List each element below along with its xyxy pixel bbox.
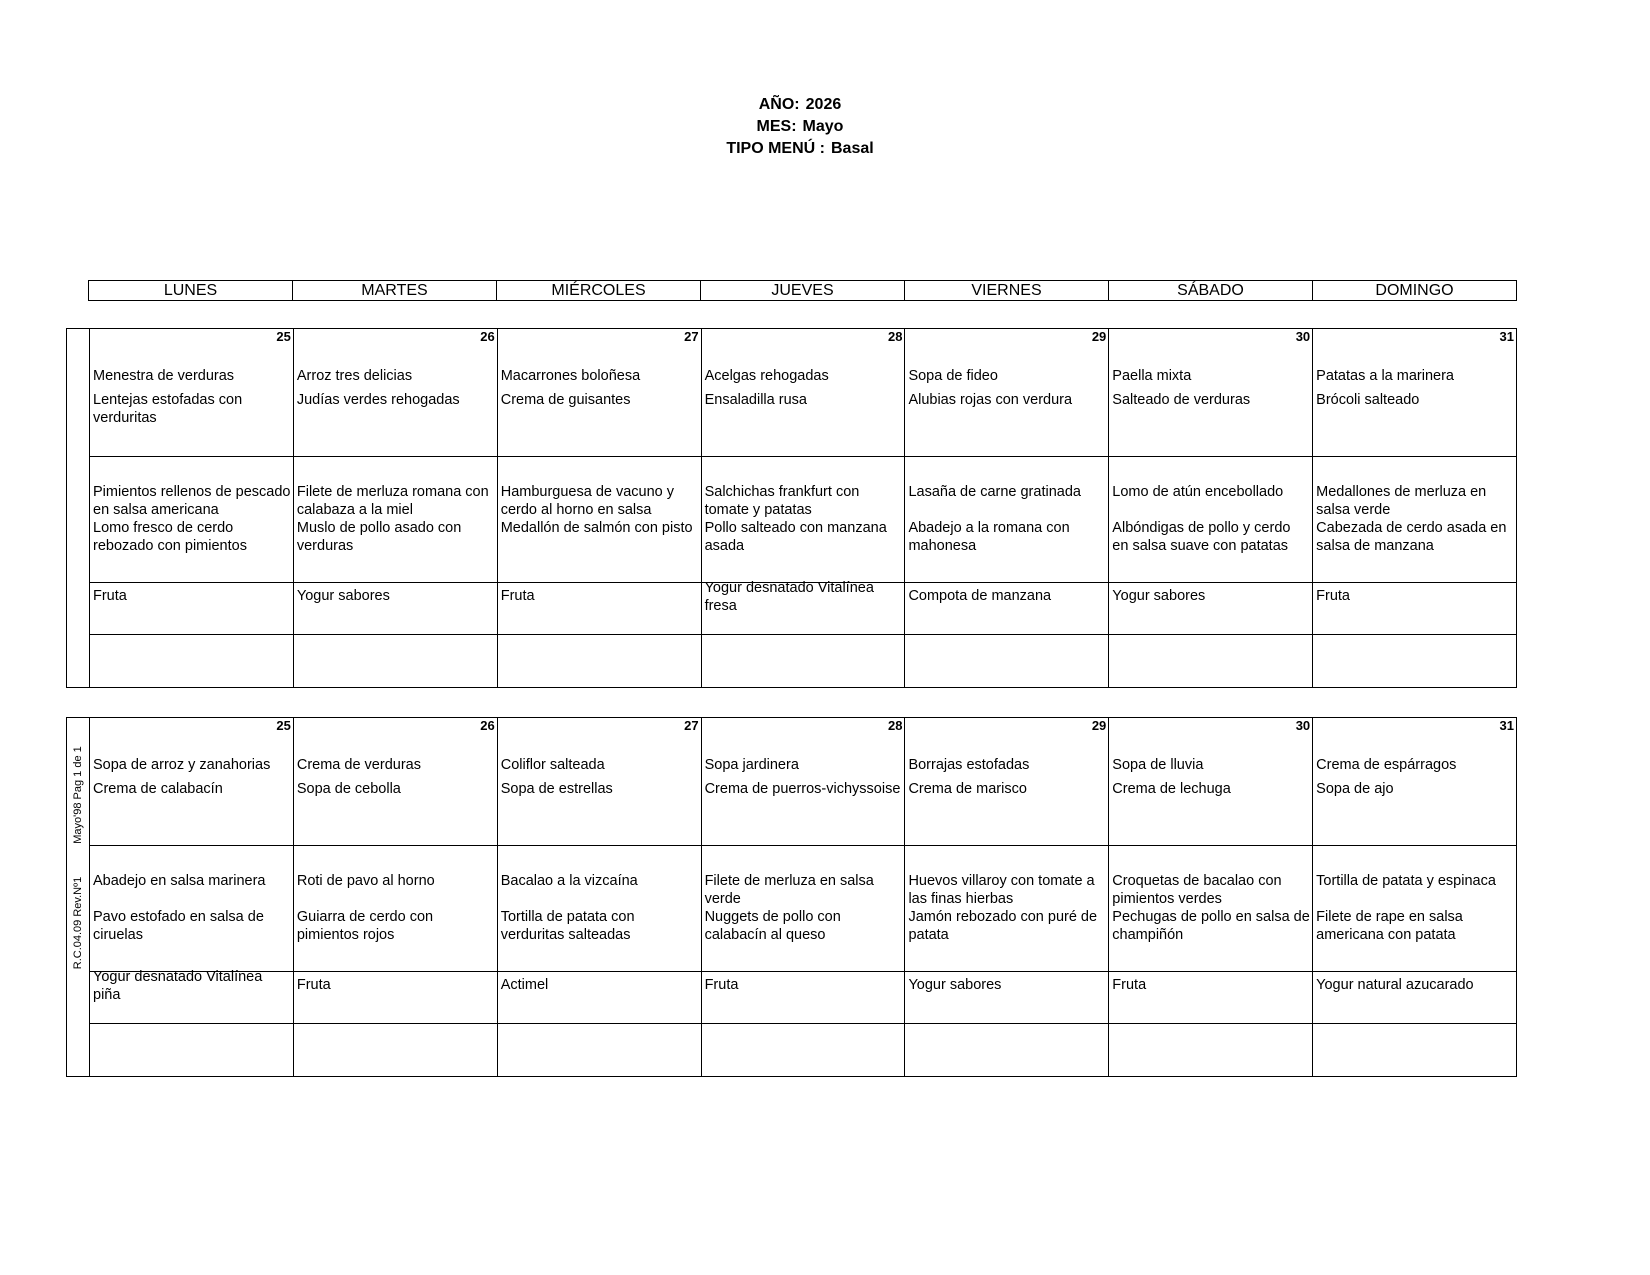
weekday-tuesday: MARTES [292,281,496,300]
first-course-option-2: Crema de guisantes [500,392,631,408]
day-column [1312,329,1516,687]
first-course-option-2: Brócoli salteado [1316,392,1420,408]
dessert-cell [90,583,293,635]
menu-type-value: Basal [830,140,874,157]
year-line [0,94,1600,116]
main-course-option-2: Pollo salteado con manzana asada [704,520,887,554]
year-value: 2026 [805,96,842,113]
first-course-option-1: Paella mixta [1112,368,1192,384]
month-value: Mayo [802,118,844,135]
first-course-option-1: Sopa de lluvia [1112,757,1204,773]
main-course-option-1: Salchichas frankfurt con tomate y patatas [704,484,860,518]
first-course-option-1: Coliflor salteada [500,757,605,773]
first-course-option-1: Sopa jardinera [704,757,799,773]
dessert-cell [905,583,1108,635]
first-course-cell [1313,718,1516,846]
dessert-cell [498,972,701,1024]
main-course-option-2: Albóndigas de pollo y cerdo en salsa suave con patatas [1112,520,1291,554]
extra-cell [294,1024,497,1076]
revision-note: R.C.04.09 Rev.Nº1 [72,876,84,970]
main-course-option-2: Abadejo a la romana con mahonesa [908,520,1070,554]
weekday-wednesday: MIÉRCOLES [496,281,700,300]
day-number: 30 [1295,329,1311,344]
side-margin [67,718,90,1076]
first-course-cell [90,718,293,846]
first-course-option-2: Crema de puerros-vichyssoise [704,781,901,797]
dessert: Compota de manzana [908,588,1052,604]
main-course-option-1: Tortilla de patata y espinaca [1316,873,1496,889]
dessert-cell [1109,972,1312,1024]
extra-cell [905,1024,1108,1076]
day-number: 27 [684,718,699,733]
extra-cell [905,635,1108,687]
main-course-cell [1313,457,1516,583]
extra-cell [498,635,701,687]
week-block-2 [66,717,1517,1077]
month-line [0,116,1600,138]
first-course-option-2: Salteado de verduras [1112,392,1251,408]
main-course-cell [905,457,1108,583]
weekday-header-row [88,280,1517,301]
day-column [904,329,1108,687]
first-course-cell [498,329,701,457]
dessert-cell [702,580,905,635]
first-course-cell [905,718,1108,846]
main-course-option-2: Tortilla de patata con verduritas salteadas [500,909,635,943]
first-course-option-2: Crema de marisco [908,781,1027,797]
main-course-option-1: Lomo de atún encebollado [1112,484,1284,500]
extra-cell [1109,1024,1312,1076]
year-label: AÑO: [758,96,800,113]
day-number: 26 [480,718,495,733]
main-course-option-1: Filete de merluza en salsa verde [704,873,874,907]
first-course-cell [1109,329,1312,457]
dessert: Yogur sabores [1112,588,1206,604]
first-course-option-1: Crema de verduras [296,757,421,773]
day-column [904,718,1108,1076]
extra-cell [1109,635,1312,687]
extra-cell [1313,1024,1516,1076]
first-course-option-2: Sopa de ajo [1316,781,1394,797]
main-course-option-1: Roti de pavo al horno [296,873,435,889]
first-course-option-2: Judías verdes rehogadas [296,392,460,408]
first-course-cell [498,718,701,846]
main-course-option-1: Abadejo en salsa marinera [93,873,266,889]
dessert-cell [702,972,905,1024]
first-course-cell [294,718,497,846]
first-course-option-1: Sopa de fideo [908,368,998,384]
dessert: Fruta [704,977,739,993]
first-course-option-2: Ensaladilla rusa [704,392,807,408]
first-course-option-1: Sopa de arroz y zanahorias [93,757,271,773]
dessert: Fruta [296,977,331,993]
main-course-option-1: Medallones de merluza en salsa verde [1316,484,1487,518]
week-block-1 [66,328,1517,688]
first-course-cell [1109,718,1312,846]
main-course-cell [294,457,497,583]
dessert: Fruta [93,588,127,604]
dessert: Yogur desnatado Vitalínea piña [93,969,263,1003]
main-course-cell [702,846,905,972]
main-course-option-2: Medallón de salmón con pisto [500,520,693,536]
main-course-option-2: Guiarra de cerdo con pimientos rojos [296,909,434,943]
day-column [293,718,497,1076]
first-course-option-2: Crema de lechuga [1112,781,1231,797]
main-course-option-1: Hamburguesa de vacuno y cerdo al horno en salsa [500,484,675,518]
day-column [90,718,293,1076]
day-column [293,329,497,687]
main-course-cell [1109,457,1312,583]
main-course-cell [498,846,701,972]
weekday-friday: VIERNES [904,281,1108,300]
main-course-option-1: Bacalao a la vizcaína [500,873,638,889]
extra-cell [1313,635,1516,687]
day-number: 30 [1295,718,1311,733]
menu-type-line [0,138,1600,160]
first-course-option-2: Sopa de estrellas [500,781,613,797]
first-course-cell [294,329,497,457]
day-number: 25 [276,329,291,344]
main-course-option-1: Croquetas de bacalao con pimientos verdes [1112,873,1282,907]
main-course-cell [90,457,293,583]
main-course-cell [294,846,497,972]
day-number: 25 [276,718,291,733]
main-course-option-2: Pechugas de pollo en salsa de champiñón [1112,909,1310,943]
dessert: Yogur sabores [296,588,390,604]
main-course-option-2: Nuggets de pollo con calabacín al queso [704,909,841,943]
first-course-cell [905,329,1108,457]
dessert-cell [1313,583,1516,635]
main-course-option-2: Cabezada de cerdo asada en salsa de manzana [1316,520,1507,554]
menu-type-label: TIPO MENÚ : [726,140,825,157]
extra-cell [702,1024,905,1076]
day-column [701,718,905,1076]
main-course-option-2: Pavo estofado en salsa de ciruelas [93,909,264,943]
main-course-cell [1313,846,1516,972]
dessert-cell [294,972,497,1024]
dessert: Fruta [1112,977,1147,993]
first-course-option-1: Crema de espárragos [1316,757,1457,773]
day-column [90,329,293,687]
side-margin [67,329,90,687]
main-course-cell [905,846,1108,972]
day-column [1108,718,1312,1076]
week-columns [90,329,1516,687]
day-number: 27 [684,329,699,344]
first-course-cell [702,329,905,457]
dessert: Yogur desnatado Vitalínea fresa [704,580,874,614]
day-column [1312,718,1516,1076]
first-course-option-1: Macarrones boloñesa [500,368,641,384]
main-course-cell [90,846,293,972]
main-course-option-2: Jamón rebozado con puré de patata [908,909,1098,943]
day-number: 31 [1499,329,1515,344]
first-course-cell [702,718,905,846]
first-course-option-1: Acelgas rehogadas [704,368,829,384]
weekday-thursday: JUEVES [700,281,904,300]
first-course-option-1: Borrajas estofadas [908,757,1030,773]
weekday-sunday: DOMINGO [1312,281,1516,300]
day-column [497,329,701,687]
menu-header [0,94,1600,160]
first-course-cell [1313,329,1516,457]
main-course-cell [702,457,905,583]
main-course-option-2: Lomo fresco de cerdo rebozado con pimientos [93,520,247,554]
main-course-option-1: Pimientos rellenos de pescado en salsa americana [93,484,291,518]
first-course-cell [90,329,293,457]
dessert: Actimel [500,977,549,993]
extra-cell [702,635,905,687]
page-note: Mayo'98 Pag 1 de 1 [72,746,84,844]
main-course-option-1: Lasaña de carne gratinada [908,484,1081,500]
extra-cell [294,635,497,687]
dessert-cell [905,972,1108,1024]
day-column [1108,329,1312,687]
dessert-cell [294,583,497,635]
first-course-option-1: Menestra de verduras [93,368,235,384]
main-course-cell [1109,846,1312,972]
main-course-option-2: Muslo de pollo asado con verduras [296,520,462,554]
extra-cell [90,1024,293,1076]
main-course-cell [498,457,701,583]
day-number: 28 [887,718,903,733]
weekday-saturday: SÁBADO [1108,281,1312,300]
main-course-option-1: Huevos villaroy con tomate a las finas hierbas [908,873,1095,907]
weekday-monday: LUNES [163,282,218,299]
dessert-cell [498,583,701,635]
first-course-option-1: Patatas a la marinera [1316,368,1454,384]
month-label: MES: [756,118,797,135]
day-number: 29 [1091,329,1107,344]
first-course-option-2: Sopa de cebolla [296,781,401,797]
day-number: 26 [480,329,495,344]
dessert-cell [1313,972,1516,1024]
extra-cell [90,635,293,687]
day-number: 29 [1091,718,1107,733]
dessert: Yogur sabores [908,977,1002,993]
dessert: Fruta [1316,588,1350,604]
dessert-cell [1109,583,1312,635]
day-column [497,718,701,1076]
day-column [701,329,905,687]
first-course-option-2: Lentejas estofadas con verduritas [93,392,243,426]
day-number: 28 [887,329,903,344]
first-course-option-2: Crema de calabacín [93,781,223,797]
extra-cell [498,1024,701,1076]
dessert-cell [90,969,293,1024]
day-number: 31 [1499,718,1515,733]
dessert: Yogur natural azucarado [1316,977,1474,993]
week-columns [90,718,1516,1076]
main-course-option-1: Filete de merluza romana con calabaza a la miel [296,484,489,518]
dessert: Fruta [500,588,535,604]
first-course-option-1: Arroz tres delicias [296,368,413,384]
first-course-option-2: Alubias rojas con verdura [908,392,1073,408]
main-course-option-2: Filete de rape en salsa americana con patata [1316,909,1463,943]
